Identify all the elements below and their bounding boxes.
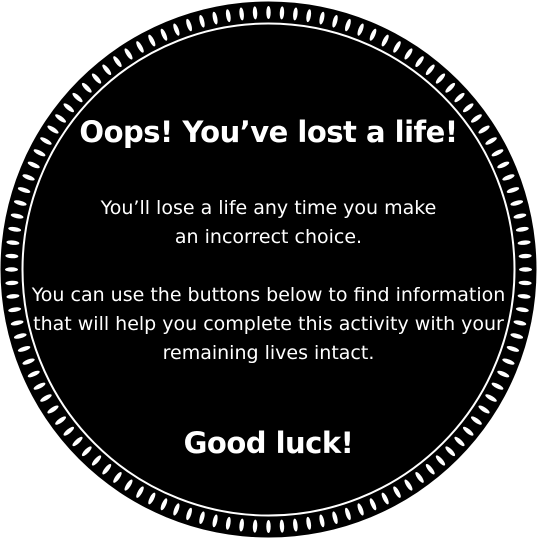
dialog-title: Oops! You’ve lost a life!	[79, 115, 458, 149]
lose-life-line-1: You’ll lose a life any time you make	[100, 197, 437, 219]
good-luck-text: Good luck!	[183, 426, 354, 460]
help-line-2: that will help you complete this activity with your	[33, 313, 504, 335]
lose-life-line-2: an incorrect choice.	[174, 226, 363, 248]
help-buttons-message	[28, 281, 509, 368]
help-line-1: You can use the buttons below to find information	[31, 284, 506, 306]
lose-life-message	[28, 194, 509, 252]
help-line-3: remaining lives intact.	[162, 342, 375, 364]
